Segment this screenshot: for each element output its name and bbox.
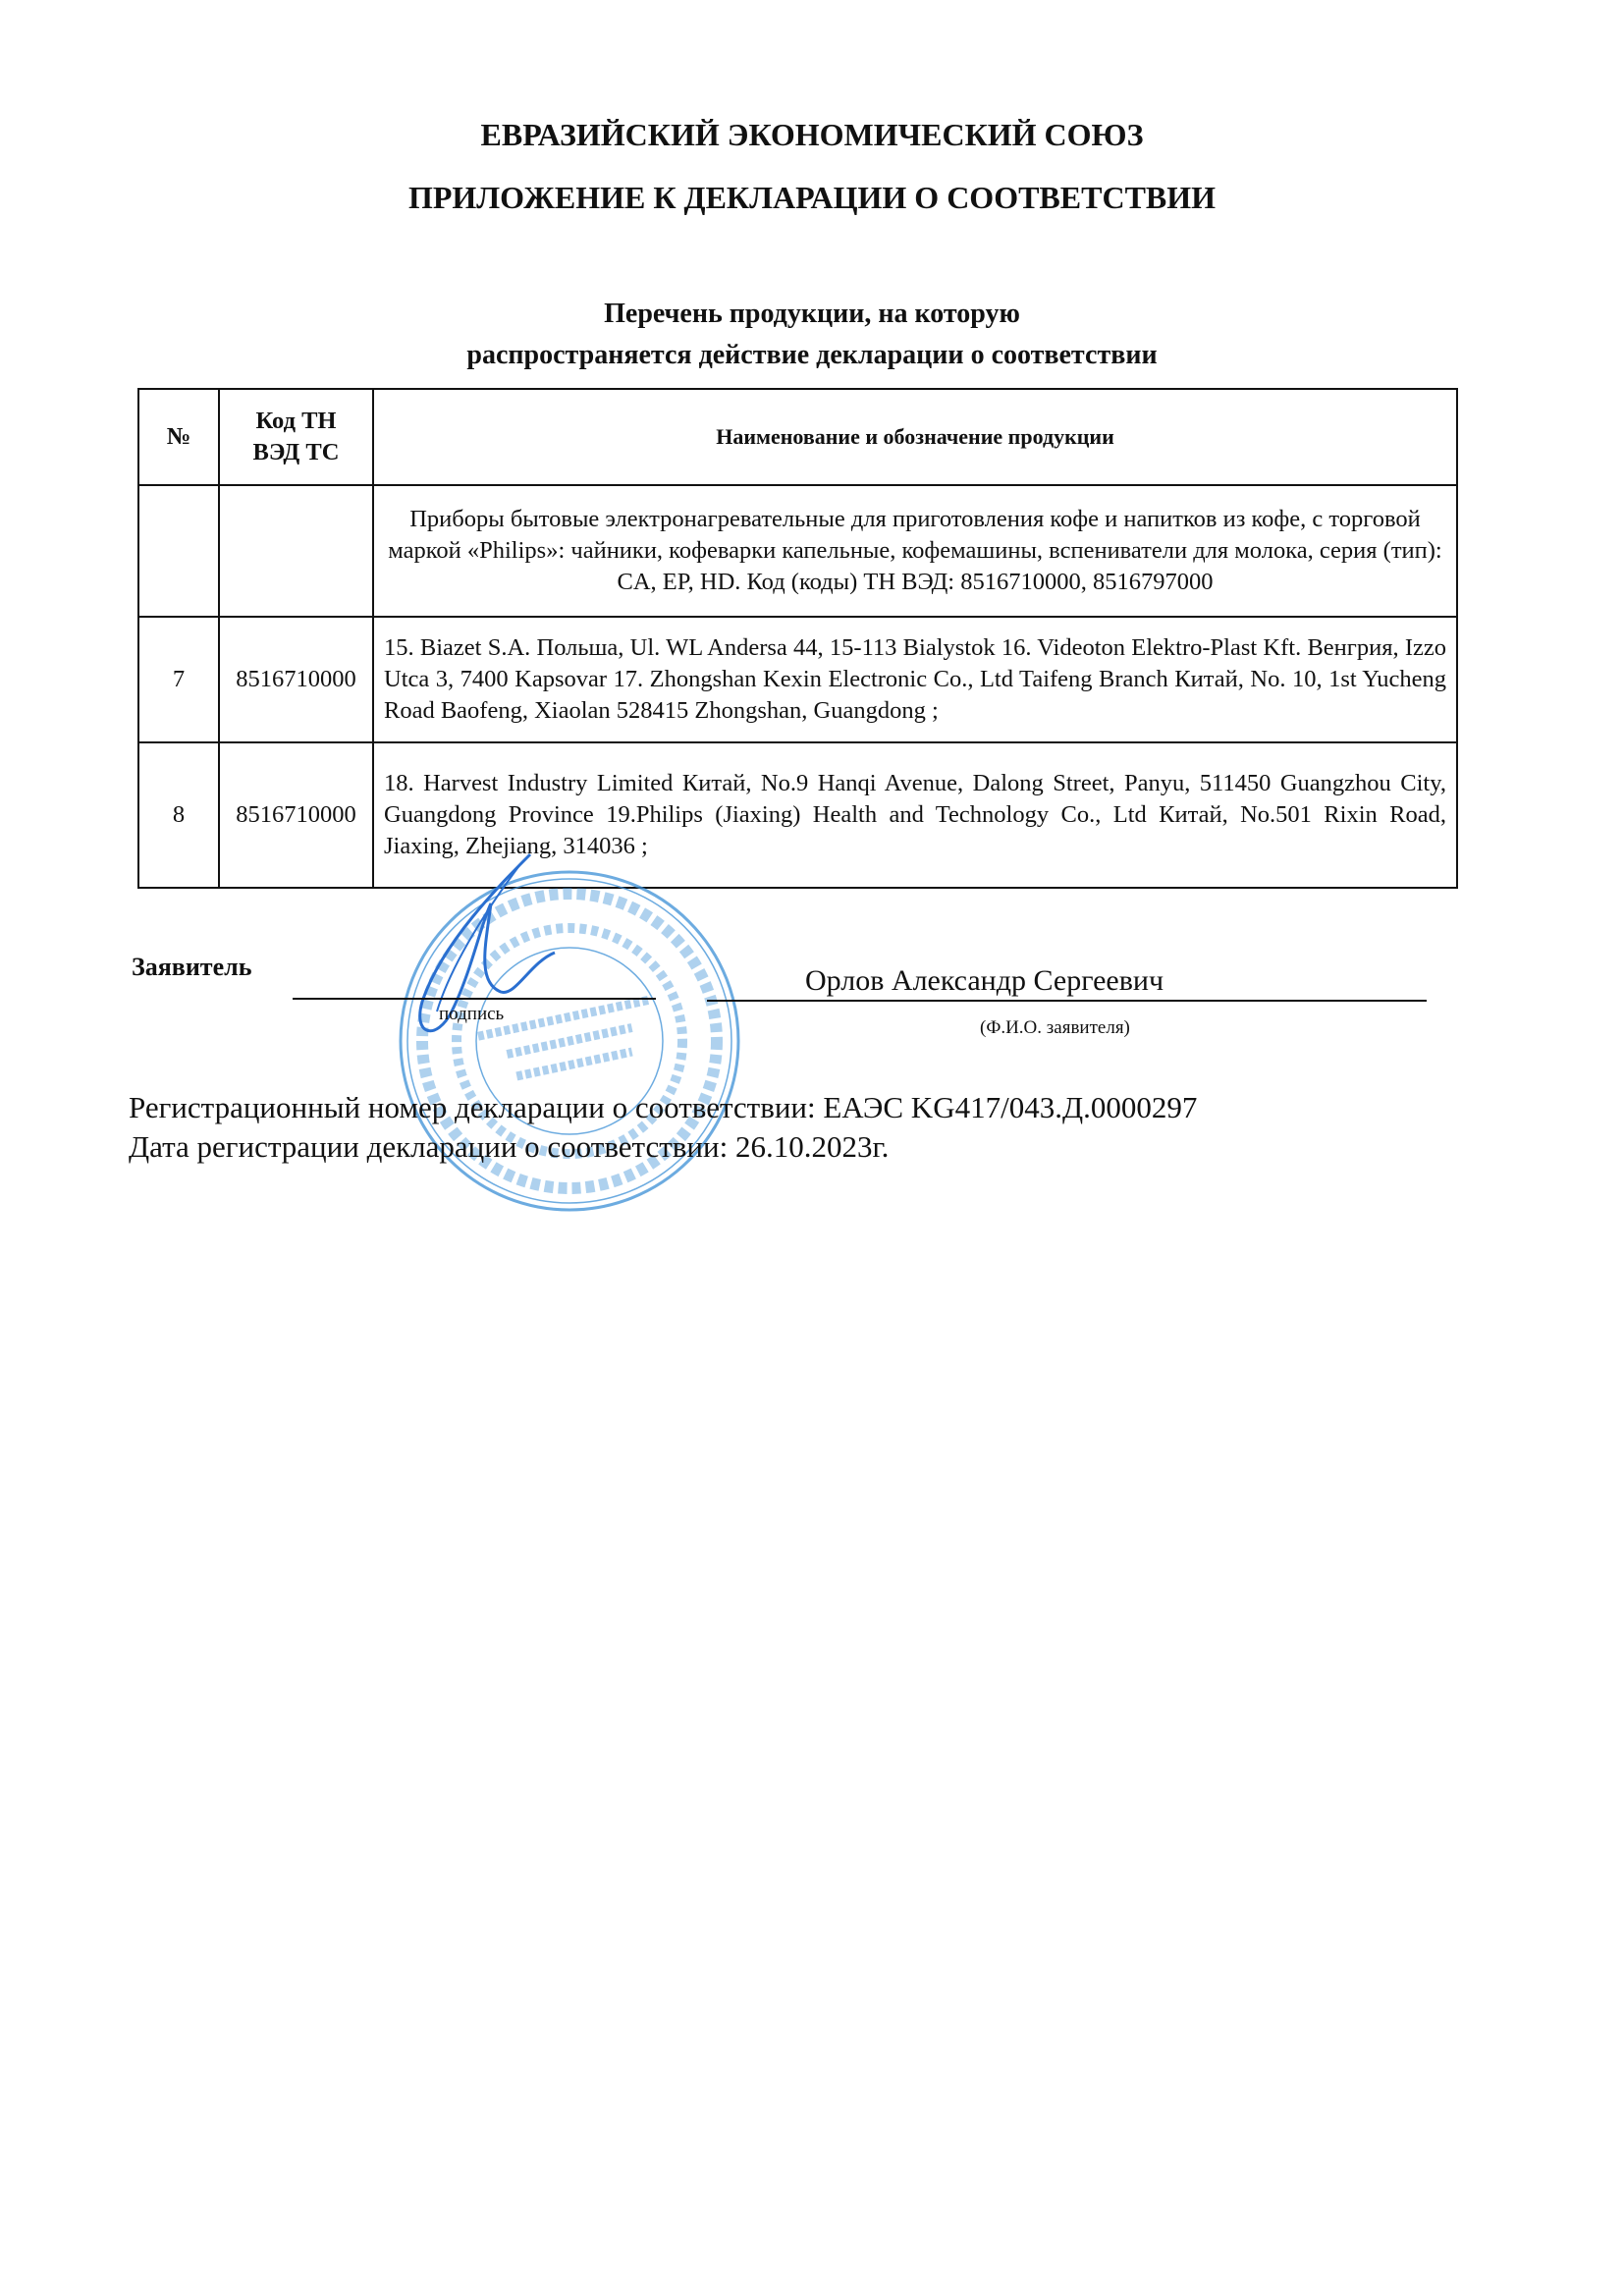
header-code: Код ТН ВЭД ТС	[219, 389, 373, 485]
row-code: 8516710000	[219, 617, 373, 742]
table-header-row	[138, 389, 1457, 485]
signature-caption: подпись	[439, 1004, 505, 1024]
header-name: Наименование и обозначение продукции	[373, 389, 1457, 485]
row-text: 18. Harvest Industry Limited Китай, No.9 Hanqi Avenue, Dalong Street, Panyu, 511450 Guangzhou City, Guangdong Province 19.Philips (Jiaxing) Health and Technology Co., Ltd Китай, No.501 Rixin Road, Jiaxing, Zhejiang, 314036 ;	[373, 742, 1457, 888]
signature-line	[293, 998, 656, 1000]
products-table	[137, 388, 1458, 889]
header-number: №	[138, 389, 219, 485]
row-number: 8	[138, 742, 219, 888]
table-row	[138, 617, 1457, 742]
document-title: ЕВРАЗИЙСКИЙ ЭКОНОМИЧЕСКИЙ СОЮЗ	[480, 117, 1144, 152]
applicant-label: Заявитель	[132, 953, 252, 981]
registration-date: Дата регистрации декларации о соответствии: 26.10.2023г.	[129, 1129, 890, 1164]
table-row	[138, 742, 1457, 888]
row-text: Приборы бытовые электронагревательные для приготовления кофе и напитков из кофе, с торговой маркой «Philips»: чайники, кофеварки капельные, кофемашины, вспениватели для молока, серия (тип): CA, EP, HD. Код (коды) ТН ВЭД: 8516710000, 8516797000	[373, 485, 1457, 617]
row-code	[219, 485, 373, 617]
applicant-name: Орлов Александр Сергеевич	[805, 964, 1164, 997]
name-line	[707, 1000, 1427, 1002]
row-number: 7	[138, 617, 219, 742]
row-number	[138, 485, 219, 617]
row-code: 8516710000	[219, 742, 373, 888]
list-title-line1: Перечень продукции, на которую	[604, 299, 1020, 329]
row-text: 15. Biazet S.A. Польша, Ul. WL Andersa 44, 15-113 Bialystok 16. Videoton Elektro-Plast Kft. Венгрия, Izzo Utca 3, 7400 Kapsovar 17. Zhongshan Kexin Electronic Co., Ltd Taifeng Branch Китай, No. 10, 1st Yucheng Road Baofeng, Xiaolan 528415 Zhongshan, Guangdong ;	[373, 617, 1457, 742]
list-title-line2: распространяется действие декларации о соответствии	[466, 340, 1158, 370]
name-caption: (Ф.И.О. заявителя)	[980, 1017, 1130, 1038]
registration-number: Регистрационный номер декларации о соответствии: ЕАЭС KG417/043.Д.0000297	[129, 1090, 1198, 1124]
table-row	[138, 485, 1457, 617]
document-subtitle: ПРИЛОЖЕНИЕ К ДЕКЛАРАЦИИ О СООТВЕТСТВИИ	[407, 180, 1217, 215]
